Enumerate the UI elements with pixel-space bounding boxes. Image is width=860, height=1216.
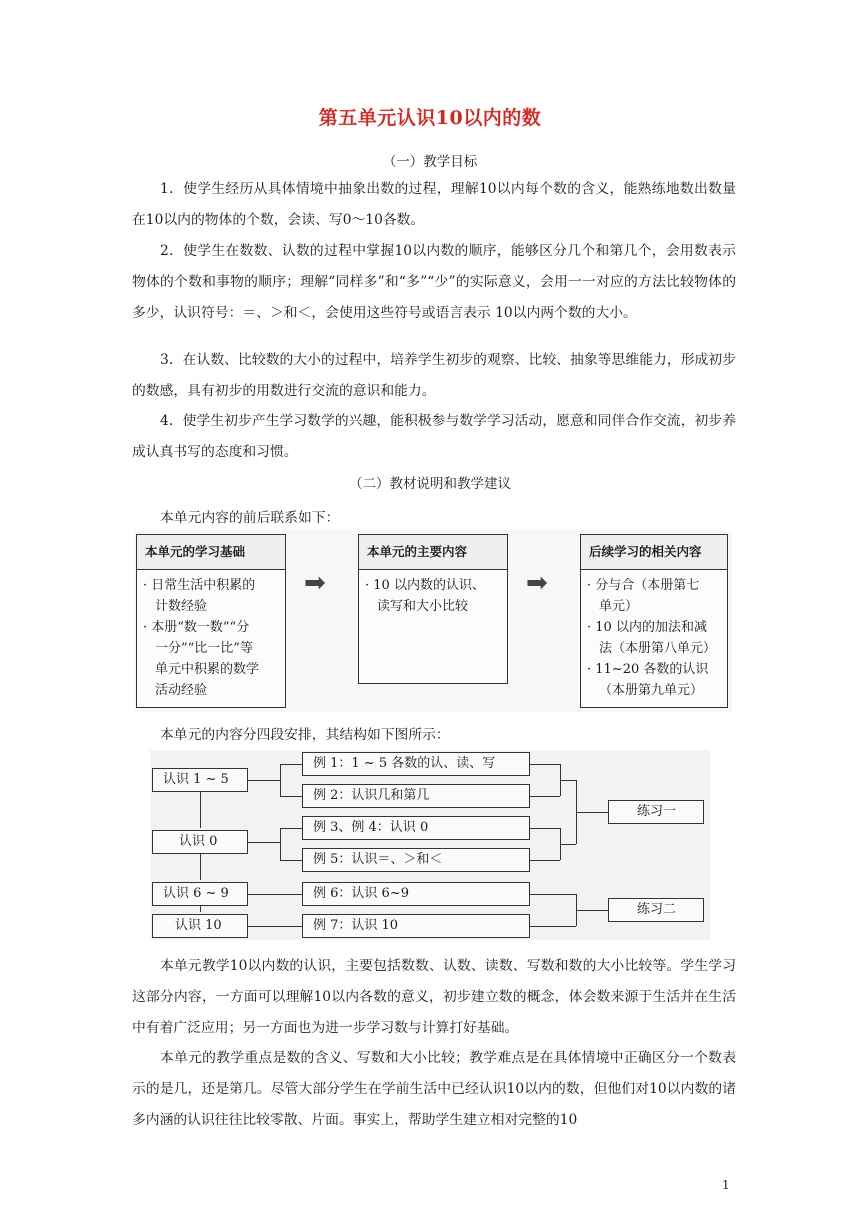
- box-line: 单元中积累的数学: [155, 662, 260, 677]
- box-line: · 日常生活中积累的: [143, 578, 256, 593]
- topic-box: 认识 1 ~ 5: [152, 768, 248, 792]
- box-line: 计数经验: [155, 599, 208, 614]
- objective-paragraph: 2．使学生在数数、认数的过程中掌握10以内数的顺序，能够区分几个和第几个，会用数表示物体的个数和事物的顺序；理解“同样多”和“多”“少”的实际意义，会用一一对应的方法比较物体的多少，认识符号：＝、＞和＜，会使用这些符号或语言表示 10以内两个数的大小。: [132, 243, 736, 321]
- example-box: 例 7：认识 10: [302, 914, 530, 938]
- example-box: 例 1：1 ~ 5 各数的认、读、写: [302, 752, 530, 776]
- box-line: （本册第九单元）: [599, 683, 704, 698]
- right-arrow-icon: ➡: [304, 568, 326, 598]
- objective-paragraph: 1．使学生经历从具体情境中抽象出数的过程，理解10以内每个数的含义，能熟练地数出数量在10以内的物体的个数，会读、写0～10各数。: [132, 181, 736, 228]
- box-line: · 10 以内的加法和减: [587, 620, 707, 635]
- section-heading-objectives: （一）教学目标: [382, 154, 478, 170]
- body-paragraph: 本单元的教学重点是数的含义、写数和大小比较；教学难点是在具体情境中正确区分一个数表示的是几，还是第几。尽管大部分学生在学前生活中已经认识10以内的数，但他们对10以内数的诸多内涵的认识往往比较零散、片面。事实上，帮助学生建立相对完整的10: [132, 1050, 736, 1128]
- box-heading: 本单元的主要内容: [359, 535, 507, 570]
- topic-box: 认识 0: [152, 830, 248, 854]
- box-line: 法（本册第八单元）: [599, 641, 717, 656]
- objective-paragraph: 3．在认数、比较数的大小的过程中，培养学生初步的观察、比较、抽象等思维能力，形成初步的数感，具有初步的用数进行交流的意识和能力。: [132, 352, 736, 399]
- page-number: 1: [722, 1178, 730, 1192]
- objective-paragraph: 4．使学生初步产生学习数学的兴趣，能积极参与数学学习活动，愿意和同伴合作交流，初步养成认真书写的态度和习惯。: [132, 413, 736, 460]
- example-box: 例 3、例 4：认识 0: [302, 816, 530, 840]
- section-heading-materials: （二）教材说明和教学建议: [349, 476, 511, 492]
- box-line: 活动经验: [155, 683, 208, 698]
- main-content-box: [358, 534, 508, 684]
- learning-basis-box: [136, 534, 286, 708]
- diagram2-intro: 本单元的内容分四段安排，其结构如下图所示：: [160, 727, 450, 743]
- unit-structure-diagram: [150, 750, 710, 940]
- box-line: · 本册“数一数”“分: [143, 620, 250, 635]
- box-line: · 分与合（本册第七: [587, 578, 700, 593]
- topic-box: 认识 10: [152, 914, 248, 938]
- right-arrow-icon: ➡: [526, 568, 548, 598]
- box-line: · 11~20 各数的认识: [587, 662, 709, 677]
- box-heading: 本单元的学习基础: [137, 535, 285, 570]
- example-box: 例 2：认识几和第几: [302, 784, 530, 808]
- box-heading: 后续学习的相关内容: [581, 535, 727, 570]
- box-line: 单元）: [599, 599, 639, 614]
- practice-box: 练习二: [608, 898, 704, 922]
- topic-box: 认识 6 ~ 9: [152, 882, 248, 906]
- diagram1-intro: 本单元内容的前后联系如下：: [160, 510, 340, 526]
- unit-relationship-diagram: [134, 530, 732, 712]
- example-box: 例 6：认识 6~9: [302, 882, 530, 906]
- box-line: · 10 以内数的认识、: [365, 578, 485, 593]
- box-line: 读写和大小比较: [377, 599, 469, 614]
- practice-box: 练习一: [608, 800, 704, 824]
- follow-up-content-box: [580, 534, 728, 708]
- box-line: 一分”“比一比”等: [155, 641, 253, 656]
- body-paragraph: 本单元教学10以内数的认识，主要包括数数、认数、读数、写数和数的大小比较等。学生学习这部分内容，一方面可以理解10以内各数的意义，初步建立数的概念，体会数来源于生活并在生活中有着广泛应用；另一方面也为进一步学习数与计算打好基础。: [132, 958, 736, 1036]
- example-box: 例 5：认识＝、＞和＜: [302, 848, 530, 872]
- document-title: 第五单元认识10以内的数: [318, 107, 542, 129]
